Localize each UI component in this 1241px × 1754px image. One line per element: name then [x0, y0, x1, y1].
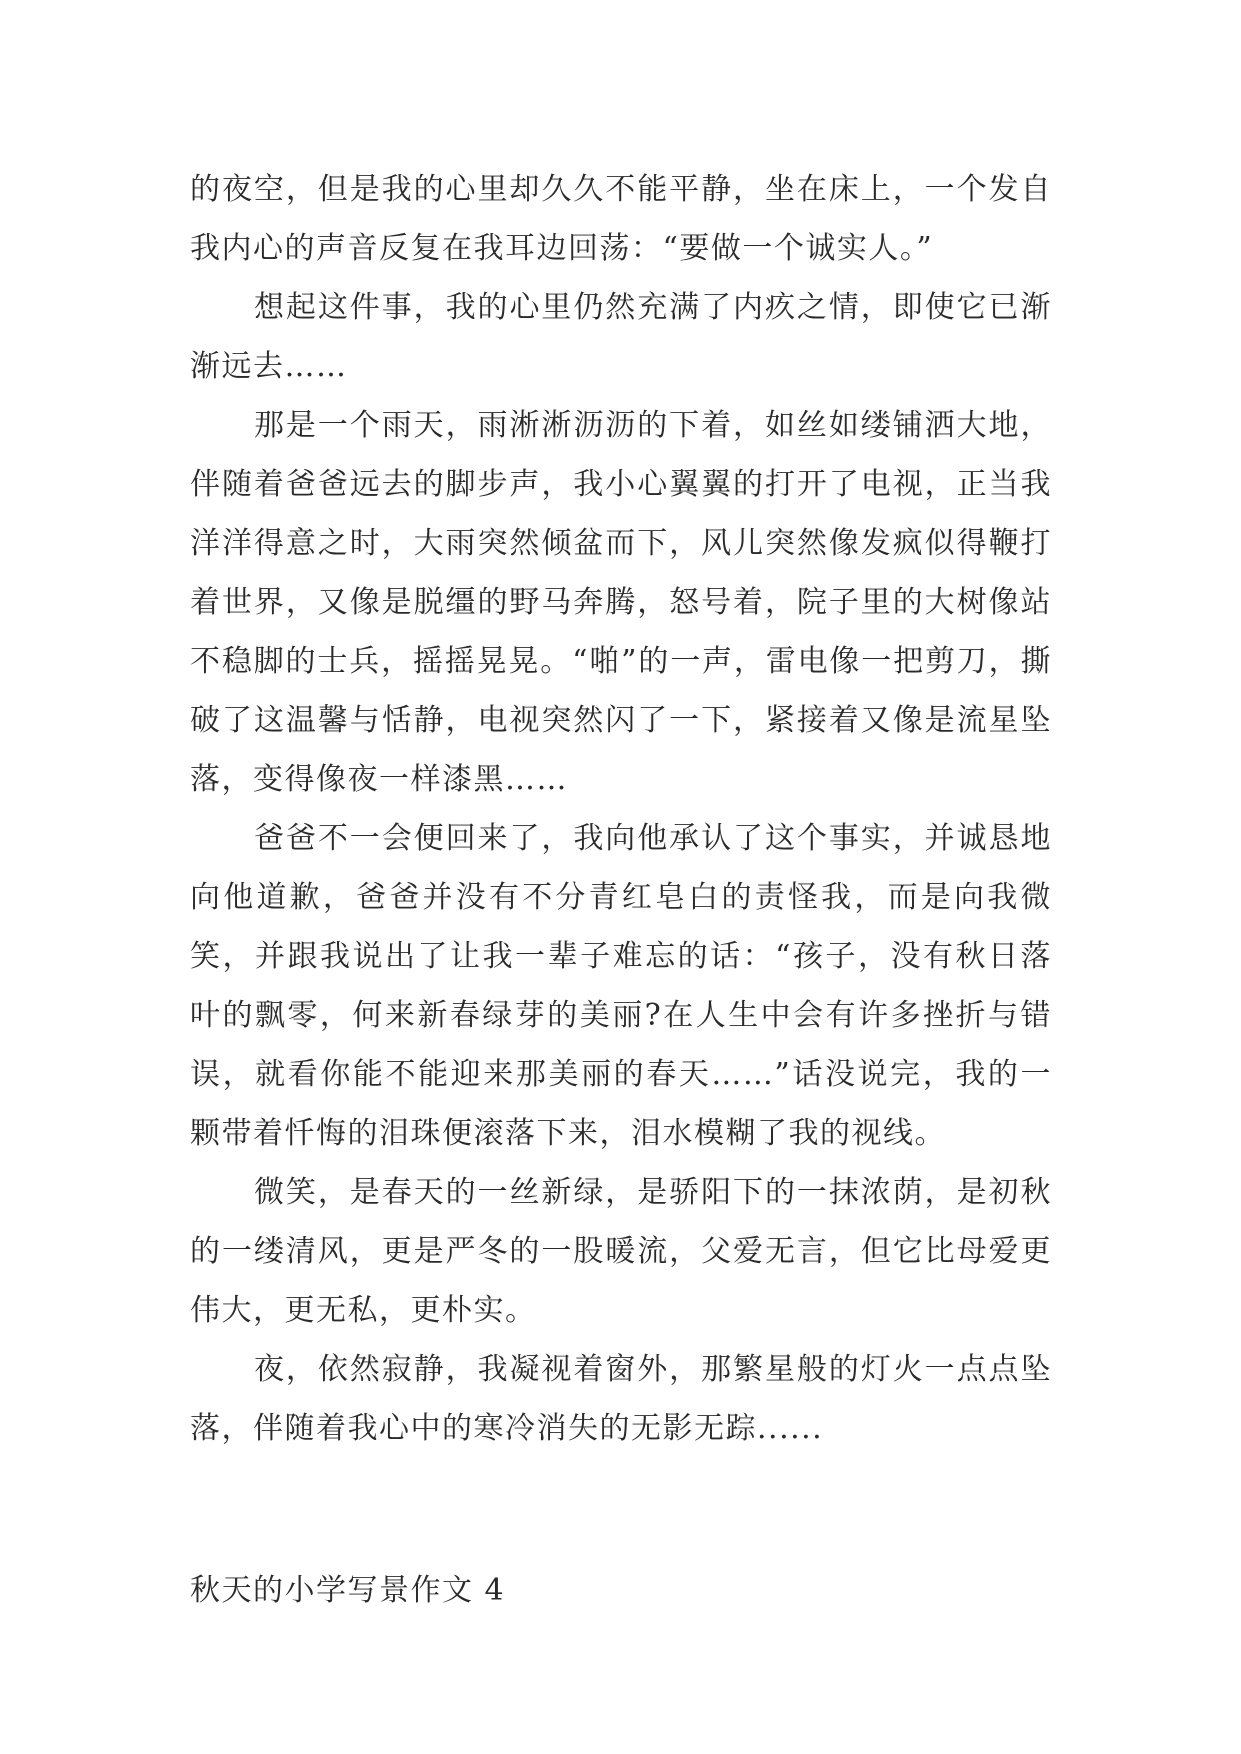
section-heading: 秋天的小学写景作文 4: [190, 1573, 506, 1608]
paragraph-2: 想起这件事，我的心里仍然充满了内疚之情，即使它已渐渐远去……: [190, 290, 1052, 384]
document-body: [190, 160, 1052, 1458]
paragraph-5: 微笑，是春天的一丝新绿，是骄阳下的一抹浓荫，是初秋的一缕清风，更是严冬的一股暖流，父爱无言，但它比母爱更伟大，更无私，更朴实。: [190, 1175, 1052, 1328]
paragraph-1: 的夜空，但是我的心里却久久不能平静，坐在床上，一个发自我内心的声音反复在我耳边回荡：“要做一个诚实人。”: [190, 172, 1052, 266]
paragraph-4: 爸爸不一会便回来了，我向他承认了这个事实，并诚恳地向他道歉，爸爸并没有不分青红皂白的责怪我，而是向我微笑，并跟我说出了让我一辈子难忘的话：“孩子，没有秋日落叶的飘零，何来新春绿芽的美丽?在人生中会有许多挫折与错误，就看你能不能迎来那美丽的春天……”话没说完，我的一颗带着忏悔的泪珠便滚落下来，泪水模糊了我的视线。: [190, 821, 1052, 1151]
paragraph-6: 夜，依然寂静，我凝视着窗外，那繁星般的灯火一点点坠落，伴随着我心中的寒冷消失的无影无踪......: [190, 1352, 1052, 1446]
paragraph-3: 那是一个雨天，雨淅淅沥沥的下着，如丝如缕铺洒大地，伴随着爸爸远去的脚步声，我小心翼翼的打开了电视，正当我洋洋得意之时，大雨突然倾盆而下，风儿突然像发疯似得鞭打着世界，又像是脱缰的野马奔腾，怒号着，院子里的大树像站不稳脚的士兵，摇摇晃晃。“啪”的一声，雷电像一把剪刀，撕破了这温馨与恬静，电视突然闪了一下，紧接着又像是流星坠落，变得像夜一样漆黑……: [190, 408, 1052, 797]
